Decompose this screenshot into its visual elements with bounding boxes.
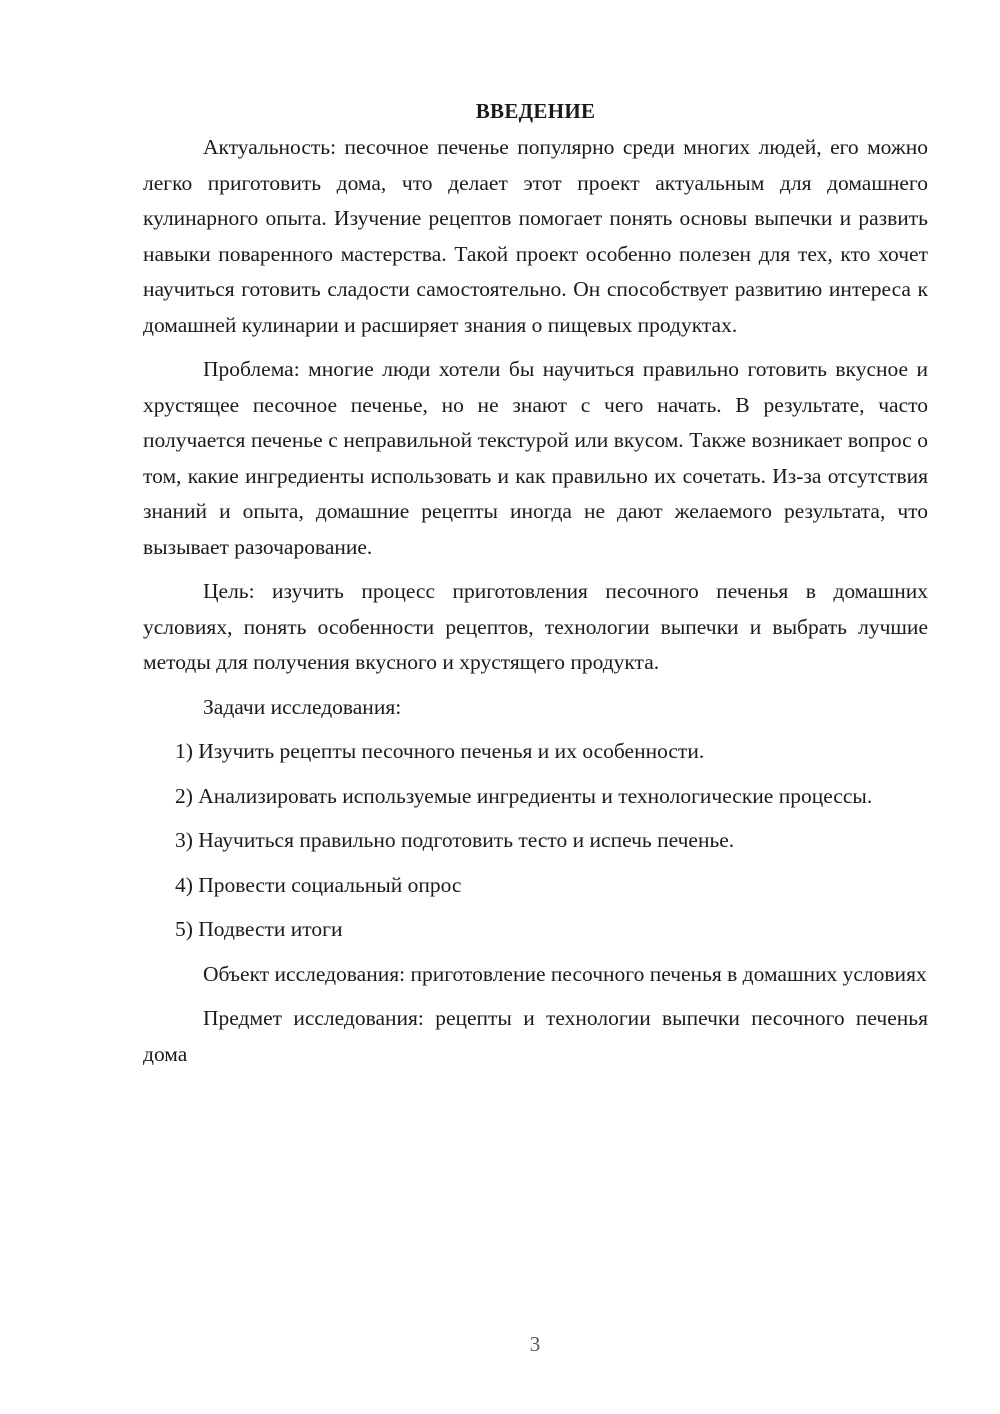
problem-paragraph: Проблема: многие люди хотели бы научиться правильно готовить вкусное и хрустящее песочное печенье, но не знают с чего начать. В результате, часто получается печенье с неправильной текстурой или вкусом. Также возникает вопрос о том, какие ингредиенты использовать и как правильно их сочетать. Из-за отсутствия знаний и опыта, домашние рецепты иногда не дают желаемого результата, что вызывает разочарование. bbox=[143, 357, 928, 559]
relevance-paragraph: Актуальность: песочное печенье популярно среди многих людей, его можно легко приготовить дома, что делает этот проект актуальным для домашнего кулинарного опыта. Изучение рецептов помогает понять основы выпечки и развить навыки поваренного мастерства. Такой проект особенно полезен для тех, кто хочет научиться готовить сладости самостоятельно. Он способствует развитию интереса к домашней кулинарии и расширяет знания о пищевых продуктах. bbox=[143, 135, 928, 337]
research-subject-paragraph: Предмет исследования: рецепты и технологии выпечки песочного печенья дома bbox=[143, 1006, 928, 1066]
task-item: 4) Провести социальный опрос bbox=[175, 872, 462, 897]
page-title: ВВЕДЕНИЕ bbox=[475, 99, 596, 123]
task-item: 1) Изучить рецепты песочного печенья и их особенности. bbox=[175, 739, 705, 763]
page-body bbox=[143, 96, 928, 1081]
task-item: 2) Анализировать используемые ингредиенты и технологические процессы. bbox=[175, 783, 873, 808]
page-number: 3 bbox=[529, 1332, 541, 1356]
task-item: 5) Подвести итоги bbox=[175, 917, 343, 941]
research-object-paragraph: Объект исследования: приготовление песочного печенья в домашних условиях bbox=[203, 961, 927, 986]
goal-paragraph: Цель: изучить процесс приготовления песочного печенья в домашних условиях, понять особенности рецептов, технологии выпечки и выбрать лучшие методы для получения вкусного и хрустящего продукта. bbox=[143, 579, 928, 674]
tasks-heading: Задачи исследования: bbox=[203, 694, 402, 719]
task-item: 3) Научиться правильно подготовить тесто и испечь печенье. bbox=[175, 828, 735, 852]
